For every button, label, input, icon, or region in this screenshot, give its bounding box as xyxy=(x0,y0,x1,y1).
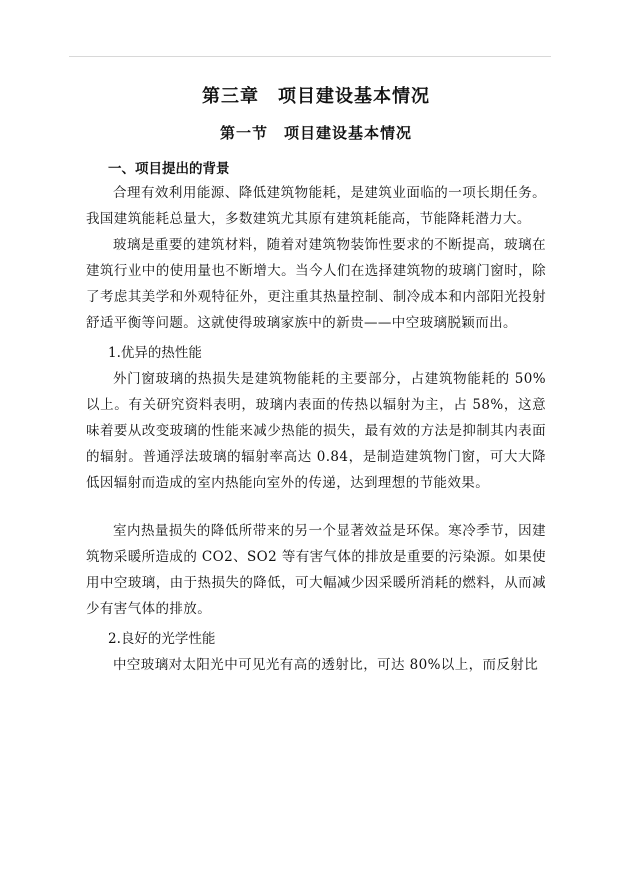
chapter-title: 第三章 项目建设基本情况 xyxy=(202,86,430,107)
section-title: 第一节 项目建设基本情况 xyxy=(219,124,412,142)
item-heading: 1.优异的热性能 xyxy=(108,345,202,361)
paragraph: 中空玻璃对太阳光中可见光有高的透射比，可达 80%以上，而反射比 xyxy=(113,657,539,673)
subsection-heading: 一、项目提出的背景 xyxy=(108,161,230,177)
header-rule xyxy=(69,56,551,57)
paragraph: 合理有效利用能源、降低建筑物能耗，是建筑业面临的一项长期任务。我国建筑能耗总量大，多数建筑尤其原有建筑耗能高，节能降耗潜力大。 xyxy=(86,185,546,227)
paragraph: 室内热量损失的降低所带来的另一个显著效益是环保。寒冷季节，因建筑物采暖所造成的 CO2、SO2 等有害气体的排放是重要的污染源。如果使用中空玻璃，由于热损失的降低，可大幅减少因采暖所消耗的燃料，从而减少有害气体的排放。 xyxy=(86,523,546,617)
document-page xyxy=(86,70,546,678)
paragraph: 玻璃是重要的建筑材料，随着对建筑物装饰性要求的不断提高，玻璃在建筑行业中的使用量也不断增大。当今人们在选择建筑物的玻璃门窗时，除了考虑其美学和外观特征外，更注重其热量控制、制冷成本和内部阳光投射舒适平衡等问题。这就使得玻璃家族中的新贵——中空玻璃脱颖而出。 xyxy=(86,237,546,331)
paragraph: 外门窗玻璃的热损失是建筑物能耗的主要部分，占建筑物能耗的 50%以上。有关研究资料表明，玻璃内表面的传热以辐射为主，占 58%，这意味着要从改变玻璃的性能来减少热能的损失，最有效的方法是抑制其内表面的辐射。普通浮法玻璃的辐射率高达 0.84，是制造建筑物门窗，可大大降低因辐射而造成的室内热能向室外的传递，达到理想的节能效果。 xyxy=(86,371,546,491)
item-heading: 2.良好的光学性能 xyxy=(108,631,216,647)
blank-line xyxy=(86,496,546,518)
